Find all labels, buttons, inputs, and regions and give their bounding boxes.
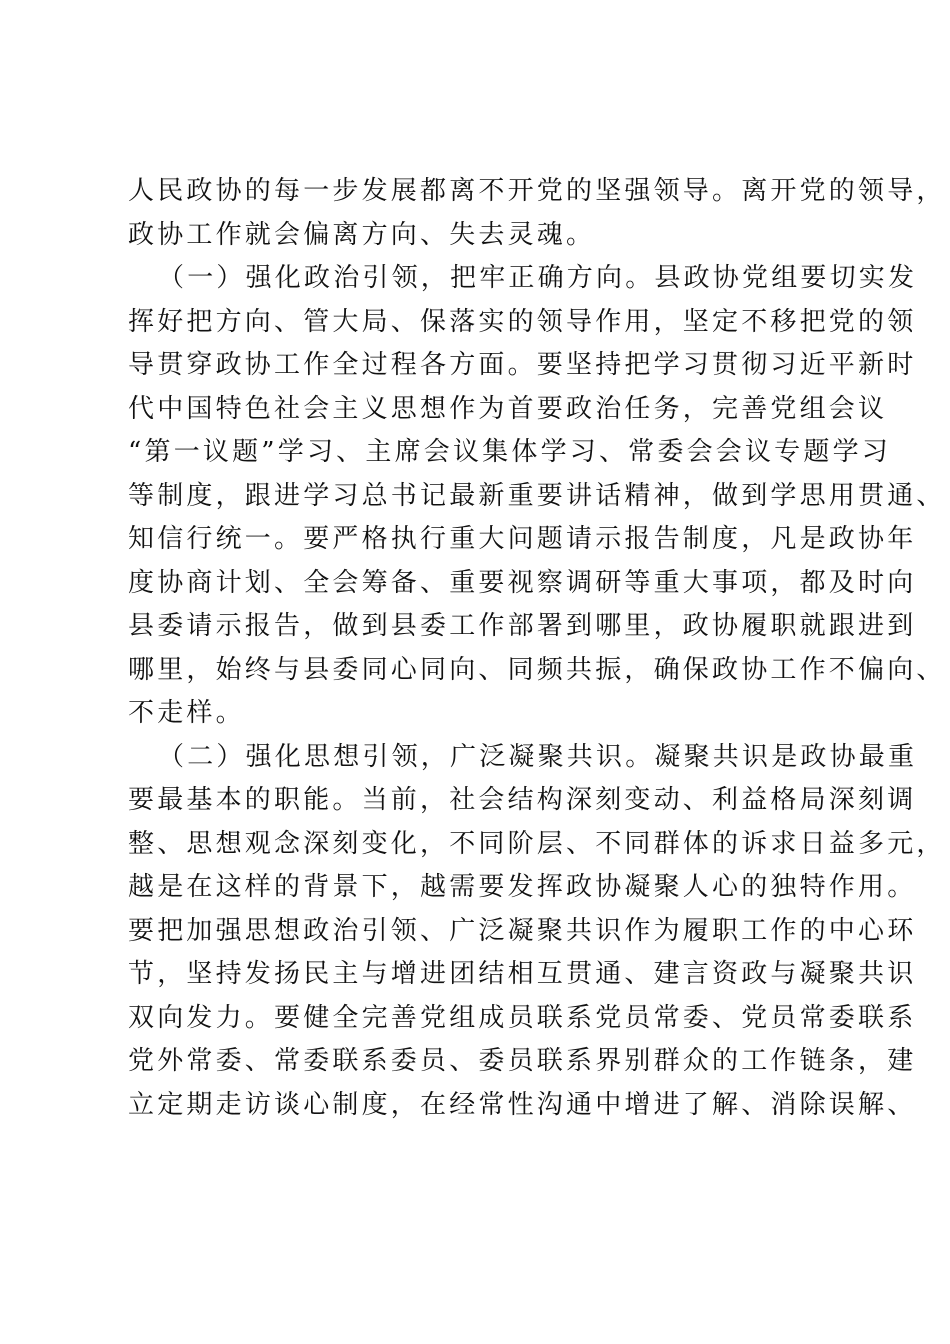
body-text [128,170,946,1127]
text-line: 导贯穿政协工作全过程各方面。要坚持把学习贯彻习近平新时 [128,350,917,380]
text-line: 等制度，跟进学习总书记最新重要讲话精神，做到学思用贯通、 [128,480,946,511]
text-line: 代中国特色社会主义思想作为首要政治任务，完善党组会议 [128,393,888,424]
text-line: 双向发力。要健全完善党组成员联系党员常委、党员常委联系 [128,1002,917,1033]
text-line: 不走样。 [128,698,245,728]
text-line: 度协商计划、全会筹备、重要视察调研等重大事项，都及时向 [128,567,917,598]
text-line: 人民政协的每一步发展都离不开党的坚强领导。离开党的领导， [128,176,946,206]
text-line: 哪里，始终与县委同心同向、同频共振，确保政协工作不偏向、 [128,654,946,685]
section-heading-line: （二）强化思想引领，广泛凝聚共识。凝聚共识是政协最重 [158,741,918,772]
text-line: 要最基本的职能。当前，社会结构深刻变动、利益格局深刻调 [128,785,917,815]
text-line: 挥好把方向、管大局、保落实的领导作用，坚定不移把党的领 [128,306,917,337]
text-line: “第一议题”学习、主席会议集体学习、常委会会议专题学习 [128,437,891,467]
text-line: 县委请示报告，做到县委工作部署到哪里，政协履职就跟进到 [128,611,917,641]
text-line: 知信行统一。要严格执行重大问题请示报告制度，凡是政协年 [128,524,917,554]
text-line: 要把加强思想政治引领、广泛凝聚共识作为履职工作的中心环 [128,915,917,946]
text-line: 政协工作就会偏离方向、失去灵魂。 [128,219,596,250]
text-line: 党外常委、常委联系委员、委员联系界别群众的工作链条，建 [128,1046,917,1076]
text-line: 整、思想观念深刻变化，不同阶层、不同群体的诉求日益多元， [128,828,946,859]
section-heading-line: （一）强化政治引领，把牢正确方向。县政协党组要切实发 [158,263,918,293]
text-line: 节，坚持发扬民主与增进团结相互贯通、建言资政与凝聚共识 [128,959,917,989]
text-line: 越是在这样的背景下，越需要发挥政协凝聚人心的独特作用。 [128,872,917,902]
text-line: 立定期走访谈心制度，在经常性沟通中增进了解、消除误解、 [128,1089,917,1120]
